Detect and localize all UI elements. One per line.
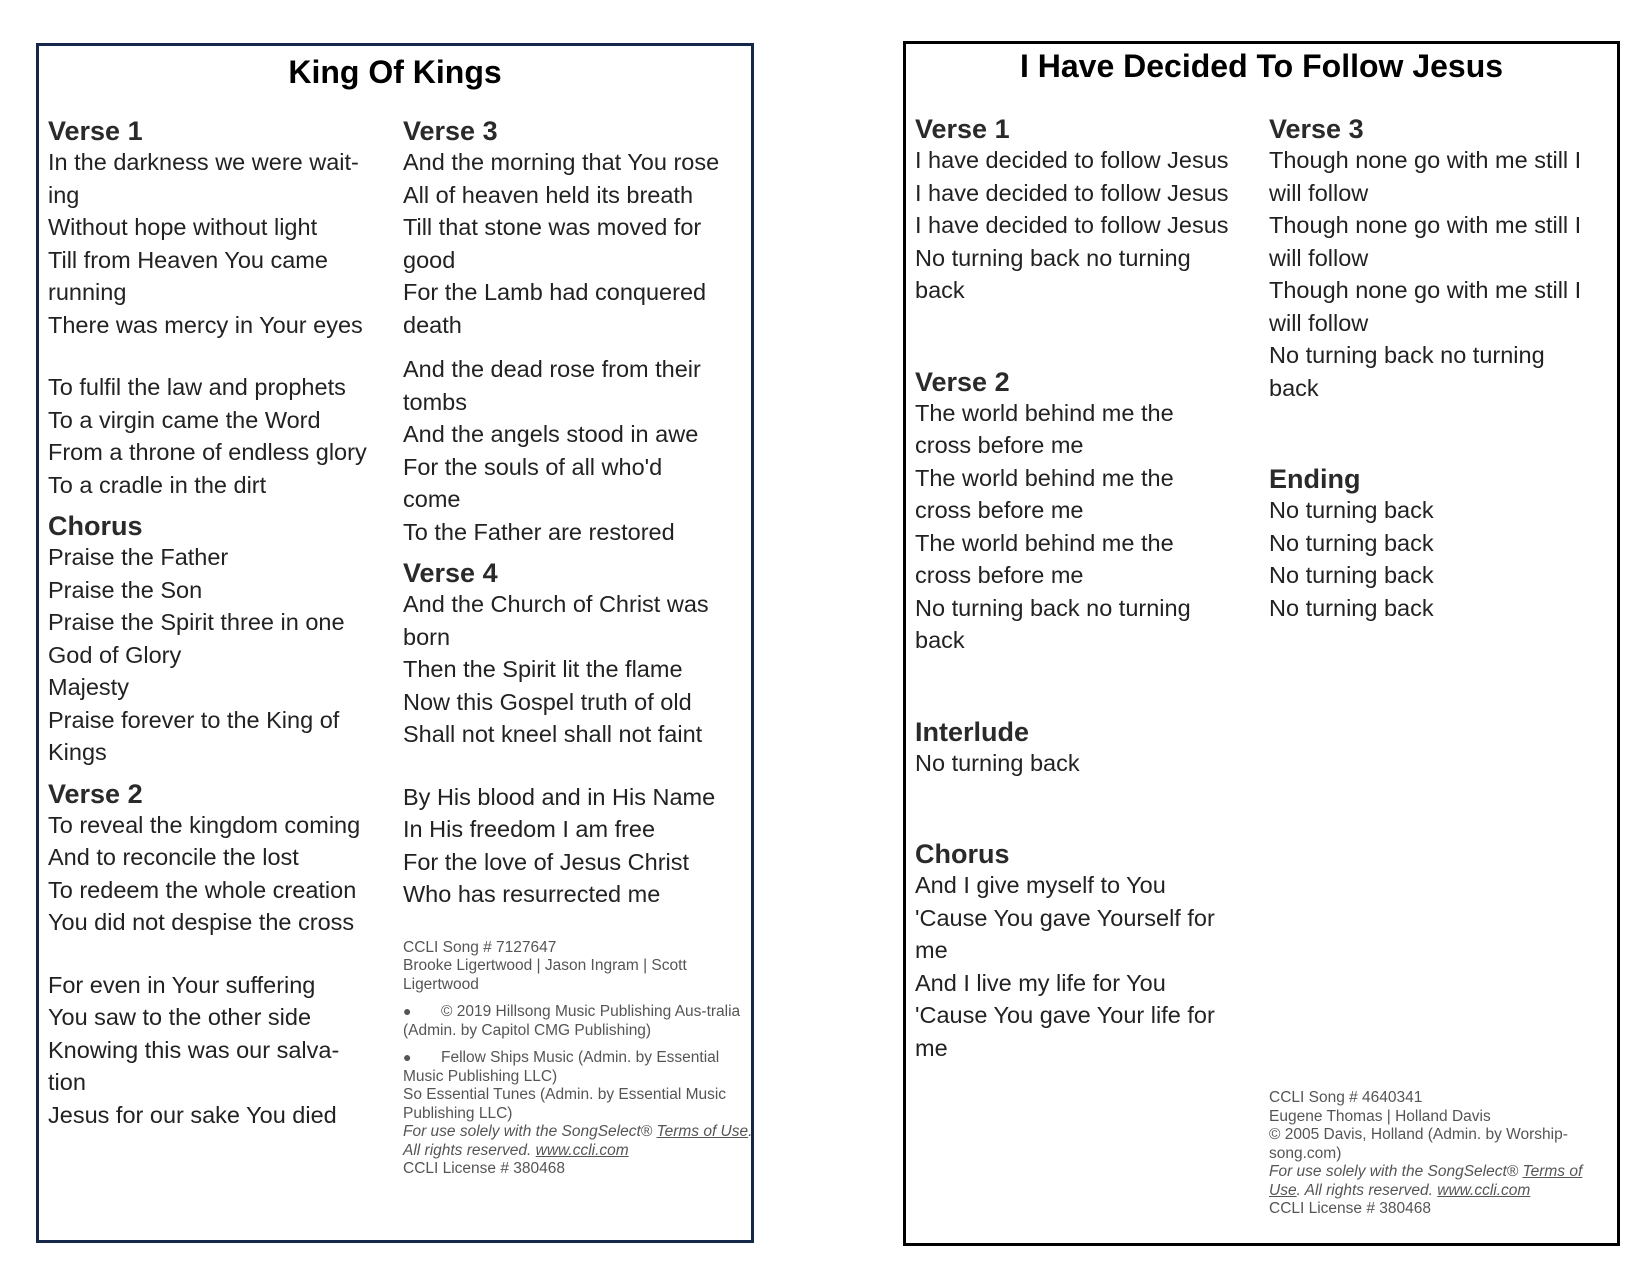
song-sheet-i-have-decided [903, 41, 1620, 1246]
lyric-line: From a throne of endless glory [48, 439, 367, 465]
lyric-line: Till from Heaven You came [48, 246, 328, 273]
ccli-website-link[interactable]: www.ccli.com [535, 1141, 629, 1159]
terms-of-use-link[interactable]: Terms of Use [1269, 1163, 1583, 1199]
copyright-line: ● © 2019 Hillsong Music Publishing Aus-tralia (Admin. by Capitol CMG Publishing) [403, 1003, 741, 1039]
chorus [48, 511, 388, 769]
lyric-line: cross before me [915, 562, 1084, 588]
section-heading: Verse 4 [403, 558, 498, 588]
right-column [403, 116, 753, 1179]
lyric-line: Jesus for our sake You died [48, 1101, 337, 1128]
lyric-line: Now this Gospel truth of old [403, 688, 692, 715]
lyric-line: Though none go with me still I [1269, 212, 1582, 238]
lyric-line: For the love of Jesus Christ [403, 848, 690, 875]
terms-of-use-link[interactable]: Terms of Use [656, 1123, 749, 1140]
lyric-line: And the Church of Christ was [403, 591, 709, 617]
ending [1269, 464, 1619, 624]
interlude [915, 717, 1255, 780]
lyric-line: And I live my life for You [915, 969, 1166, 996]
lyric-line: No turning back [1269, 562, 1434, 588]
lyric-line: For the souls of all who'd [403, 453, 663, 480]
lyric-line: me [915, 937, 948, 963]
verse-3 [1269, 114, 1619, 404]
lyric-line: The world behind me the [915, 529, 1174, 556]
section-heading: Chorus [48, 511, 143, 541]
lyric-line: I have decided to follow Jesus [915, 147, 1229, 173]
lyric-line: To fulfil the law and prophets [48, 374, 346, 400]
lyric-line: will follow [1269, 309, 1369, 336]
lyric-line: back [915, 627, 965, 653]
verse-3 [403, 116, 753, 548]
lyric-line: born [403, 623, 451, 650]
lyric-line: Though none go with me still I [1269, 277, 1582, 303]
lyric-line: cross before me [915, 497, 1084, 523]
section-heading: Verse 1 [915, 114, 1010, 144]
lyric-line: You did not despise the cross [48, 909, 355, 935]
ccli-website-link[interactable]: www.ccli.com [1437, 1181, 1531, 1199]
lyric-line: death [403, 311, 462, 338]
copyright-credits [403, 939, 753, 1179]
section-heading: Verse 2 [48, 778, 143, 809]
lyric-line: No turning back [1269, 594, 1434, 621]
ccli-song-number: CCLI Song # 7127647 [403, 938, 557, 956]
verse-2 [48, 779, 388, 1132]
lyric-line: Praise forever to the King of [48, 706, 340, 733]
lyric-line: And to reconcile the lost [48, 844, 299, 870]
verse-1 [915, 114, 1255, 307]
lyric-line: There was mercy in Your eyes [48, 311, 363, 338]
copyright-credits [1269, 1089, 1614, 1219]
ccli-license: CCLI License # 380468 [403, 1160, 566, 1177]
lyric-line: Majesty [48, 674, 129, 700]
lyric-line: will follow [1269, 179, 1369, 206]
section-heading: Ending [1269, 464, 1361, 494]
lyric-line: tombs [403, 388, 467, 415]
right-column [1269, 114, 1619, 1217]
usage-notice: For use solely with the SongSelect® Terms of Use. All rights reserved. www.ccli.com [403, 1123, 753, 1159]
lyric-line: No turning back no turning [915, 244, 1191, 271]
lyric-line: ing [48, 181, 80, 208]
lyric-line: Praise the Father [48, 544, 229, 570]
lyric-line: Knowing this was our salva- [48, 1036, 340, 1063]
lyric-line: 'Cause You gave Yourself for [915, 904, 1215, 931]
lyric-line: The world behind me the [915, 399, 1174, 426]
section-heading: Interlude [915, 716, 1030, 747]
lyric-line: good [403, 246, 456, 273]
usage-notice: For use solely with the SongSelect® Terms of Use. All rights reserved. www.ccli.com [1269, 1163, 1583, 1199]
left-column [48, 116, 388, 1141]
lyric-line: Shall not kneel shall not faint [403, 721, 703, 747]
lyric-line: And I give myself to You [915, 872, 1166, 898]
copyright-line: So Essential Tunes (Admin. by Essential Music Publishing LLC) [403, 1086, 727, 1122]
lyric-line: By His blood and in His Name [403, 783, 716, 810]
lyric-line: tion [48, 1069, 86, 1095]
lyric-line: Without hope without light [48, 214, 318, 240]
section-heading: Chorus [915, 839, 1010, 869]
lyric-line: come [403, 486, 461, 512]
lyric-line: No turning back [1269, 497, 1434, 523]
lyric-line: Though none go with me still I [1269, 147, 1582, 173]
lyric-line: Praise the Son [48, 576, 203, 603]
lyric-line: And the dead rose from their [403, 356, 701, 382]
lyric-line: To the Father are restored [403, 518, 675, 545]
lyric-line: In the darkness we were wait- [48, 149, 359, 175]
lyric-line: will follow [1269, 244, 1369, 271]
lyric-line: To redeem the whole creation [48, 876, 357, 903]
lyric-line: back [915, 277, 965, 303]
ccli-license: CCLI License # 380468 [1269, 1200, 1432, 1217]
lyric-line: running [48, 279, 127, 305]
lyric-line: For even in Your suffering [48, 971, 316, 998]
lyric-line: I have decided to follow Jesus [915, 179, 1229, 206]
section-heading: Verse 1 [48, 116, 143, 146]
song-authors: Brooke Ligertwood | Jason Ingram | Scott Ligertwood [403, 957, 687, 993]
copyright-line: ● Fellow Ships Music (Admin. by Essential Music Publishing LLC) [403, 1049, 720, 1085]
lyric-line: No turning back [1269, 529, 1434, 556]
lyric-line: For the Lamb had conquered [403, 279, 707, 305]
lyric-line: cross before me [915, 432, 1084, 458]
lyric-line: The world behind me the [915, 464, 1174, 491]
section-heading: Verse 3 [1269, 114, 1364, 144]
section-heading: Verse 3 [403, 116, 498, 146]
lyric-line: God of Glory [48, 641, 182, 668]
lyric-line: Till that stone was moved for [403, 214, 702, 240]
verse-4 [403, 558, 753, 911]
lyric-line: back [1269, 374, 1319, 401]
lyric-line: No turning back [915, 749, 1080, 776]
lyric-line: No turning back no turning [915, 594, 1191, 621]
song-sheet-king-of-kings [36, 43, 754, 1243]
lyric-line: You saw to the other side [48, 1004, 312, 1030]
lyric-line: And the morning that You rose [403, 149, 720, 175]
bullet-icon: ● [403, 1049, 412, 1065]
lyric-line: To a virgin came the Word [48, 406, 321, 433]
chorus [915, 839, 1255, 1064]
lyric-line: Praise the Spirit three in one [48, 609, 345, 635]
lyric-line: In His freedom I am free [403, 816, 656, 842]
lyric-line: 'Cause You gave Your life for [915, 1002, 1215, 1028]
lyric-line: To a cradle in the dirt [48, 471, 267, 498]
song-title: King Of Kings [288, 54, 502, 90]
lyric-line: me [915, 1034, 948, 1061]
lyric-line: And the angels stood in awe [403, 421, 699, 447]
verse-1 [48, 116, 388, 501]
lyric-line: Who has resurrected me [403, 881, 661, 907]
ccli-song-number: CCLI Song # 4640341 [1269, 1089, 1423, 1106]
bullet-icon: ● [403, 1003, 412, 1019]
verse-2 [915, 367, 1255, 657]
lyric-line: I have decided to follow Jesus [915, 212, 1229, 238]
song-title: I Have Decided To Follow Jesus [1019, 48, 1504, 84]
lyric-line: No turning back no turning [1269, 342, 1545, 368]
lyric-line: To reveal the kingdom coming [48, 811, 361, 838]
lyric-line: Kings [48, 739, 107, 765]
section-heading: Verse 2 [915, 366, 1010, 397]
lyric-line: All of heaven held its breath [403, 181, 694, 208]
copyright-line: © 2005 Davis, Holland (Admin. by Worship-song.com) [1269, 1126, 1568, 1162]
left-column [915, 114, 1255, 1074]
song-authors: Eugene Thomas | Holland Davis [1269, 1107, 1491, 1125]
lyric-line: Then the Spirit lit the flame [403, 656, 683, 682]
